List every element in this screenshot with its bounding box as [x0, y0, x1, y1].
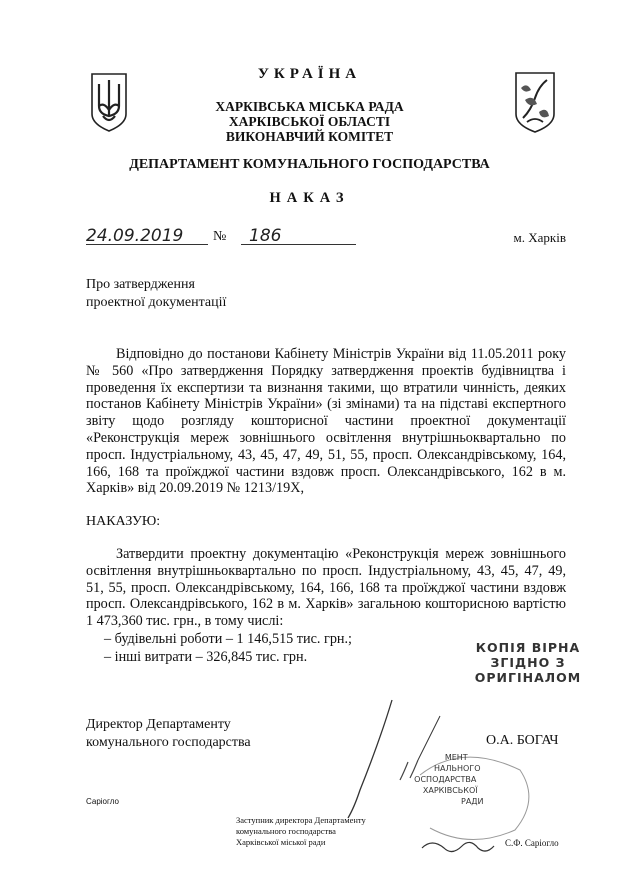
order-date: 24.09.2019 — [86, 226, 184, 246]
city-label: м. Харків — [513, 230, 566, 245]
list-item: – будівельні роботи – 1 146,515 тис. грн.; — [104, 631, 352, 647]
organization-line: ВИКОНАВЧИЙ КОМІТЕТ — [225, 129, 394, 144]
order-number: 186 — [249, 226, 282, 246]
organization-line: ХАРКІВСЬКА МІСЬКА РАДА — [215, 99, 404, 114]
subject-line: Про затвердження — [86, 277, 195, 292]
stamp-line: ЗГІДНО З — [490, 655, 566, 670]
document-type-heading: НАКАЗ — [269, 190, 350, 206]
order-word: НАКАЗУЮ: — [86, 514, 161, 529]
deputy-line: Харківської міської ради — [236, 837, 326, 847]
title-line: Директор Департаменту — [86, 717, 231, 732]
preamble-paragraph: Відповідно до постанови Кабінету Міністрів України від 11.05.2011 року № 560 «Про затвердження Порядку затвердження проектів будівництва і проведення їх експертизи та визнання такими, що втратили чинність, деяких постанов Кабінету Міністрів України» (зі змінами) та на підставі експертного звіту щодо розгляду кошторисної частини проектної документації «Реконструкція мереж зовнішнього освітлення внутрішньоквартально по просп. Індустріальному, 43, 45, 47, 49, 51, 55, просп. Олександрівському, 164, 166, 168 та проїжджої частини вздовж просп. Олександрівського, 162 в м. Харків» від 20.09.2019 № 1213/19Х, — [86, 346, 566, 497]
title-line: комунального господарства — [86, 735, 251, 750]
deputy-title — [236, 815, 366, 848]
number-label: № — [213, 229, 227, 244]
country-heading: УКРАЇНА — [257, 66, 362, 82]
stamp-line: КОПІЯ ВІРНА — [475, 640, 581, 655]
subject-line: проектної документації — [86, 295, 227, 310]
department-heading: ДЕПАРТАМЕНТ КОМУНАЛЬНОГО ГОСПОДАРСТВА — [129, 157, 490, 172]
organization-line: ХАРКІВСЬКОЇ ОБЛАСТІ — [228, 114, 391, 129]
stamp-line: ОСПОДАРСТВА — [414, 775, 477, 784]
deputy-line: комунального господарства — [236, 826, 336, 836]
stamp-line: МЕНТ — [444, 753, 468, 762]
director-name: О.А. БОГАЧ — [486, 733, 559, 748]
stamp-line: ОРИГІНАЛОМ — [474, 670, 582, 685]
stamp-line: НАЛЬНОГО — [434, 764, 481, 773]
stamp-line: ХАРКІВСЬКОЇ — [422, 786, 478, 795]
deputy-name: С.Ф. Саріогло — [505, 838, 559, 848]
order-paragraph: Затвердити проектну документацію «Реконструкція мереж зовнішнього освітлення внутрішньоквартально по просп. Індустріальному, 43, 45, 47, 49, 51, 55, просп. Олександрівському, 164, 166, 168 та проїжджої частини вздовж просп. Олександрівського, 162 в м. Харків» загальною кошторисною вартістю 1 473,360 тис. грн., в тому числі: — [86, 546, 566, 630]
executor-name: Саріогло — [86, 797, 119, 806]
deputy-line: Заступник директора Департаменту — [236, 815, 366, 825]
list-item: – інші витрати – 326,845 тис. грн. — [104, 649, 308, 665]
stamp-line: РАДИ — [461, 797, 484, 806]
round-seal-stamp — [395, 752, 484, 807]
